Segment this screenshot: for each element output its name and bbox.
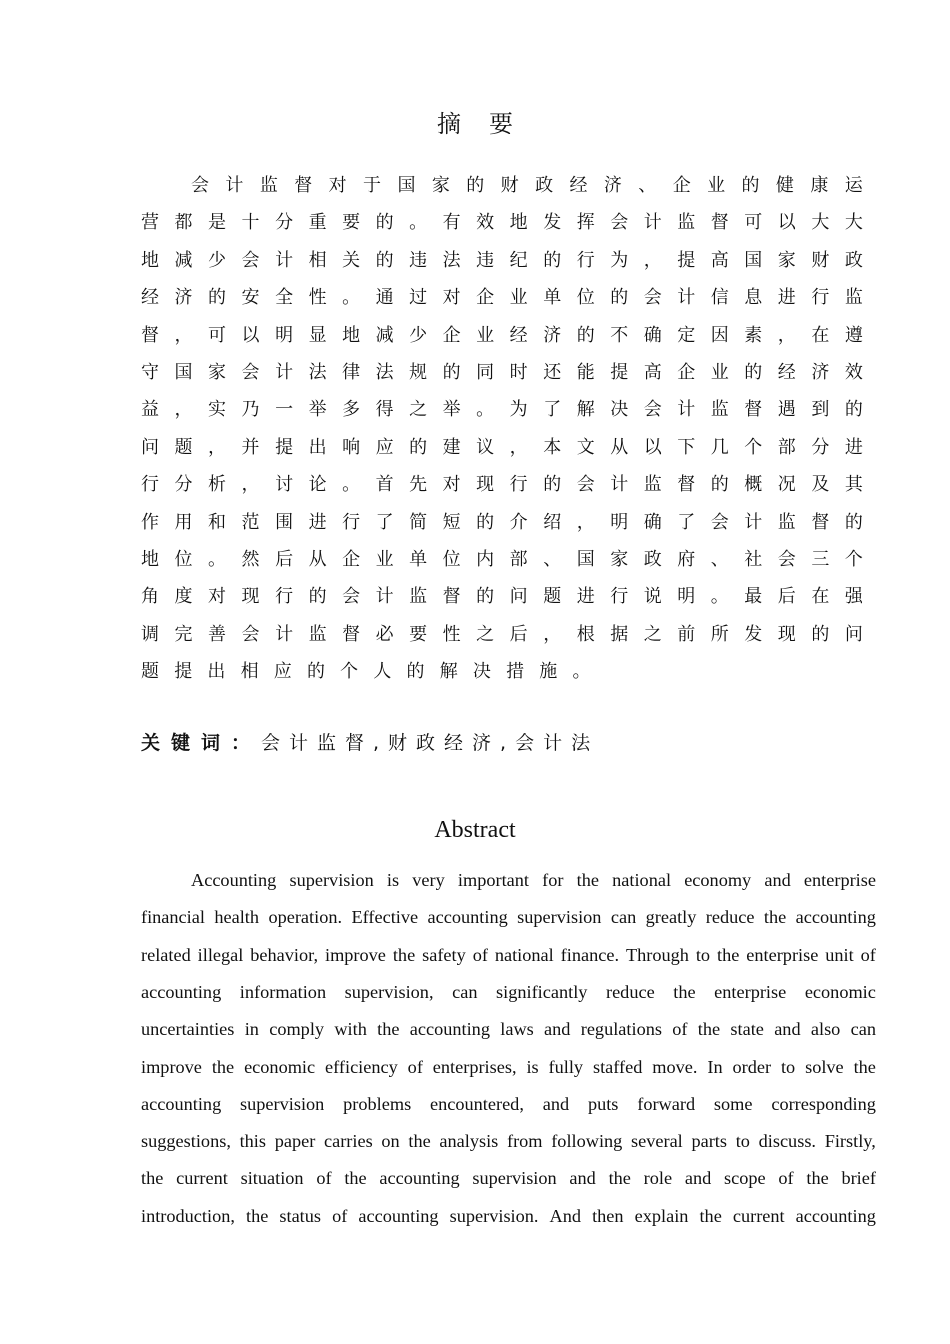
keywords-value: 会计监督,财政经济,会计法 — [261, 732, 600, 754]
cn-abstract-line: 经 济 的 安 全 性 。 通 过 对 企 业 单 位 的 会 计 信 息 进 行 监 — [141, 287, 863, 309]
cn-abstract-line: 守 国 家 会 计 法 律 法 规 的 同 时 还 能 提 高 企 业 的 经 济 效 — [141, 362, 863, 383]
en-abstract-line: financial health operation. Effective accounting supervision can greatly reduce the accounting — [141, 907, 876, 928]
en-abstract-line: accounting information supervision, can significantly reduce the enterprise economic — [141, 981, 876, 1002]
en-abstract-line: related illegal behavior, improve the safety of national finance. Through to the enterprise unit of — [141, 944, 876, 965]
en-abstract-line: introduction, the status of accounting supervision. And then explain the current accounting — [141, 1205, 876, 1226]
en-abstract-title: Abstract — [434, 817, 516, 843]
cn-abstract-line: 问 题 ， 并 提 出 响 应 的 建 议 ， 本 文 从 以 下 几 个 部 分 进 — [141, 436, 863, 458]
en-abstract-line: suggestions, this paper carries on the analysis from following several parts to discuss. Firstly, — [141, 1131, 876, 1152]
cn-abstract-line: 角 度 对 现 行 的 会 计 监 督 的 问 题 进 行 说 明 。 最 后 在 强 — [141, 586, 863, 608]
cn-abstract-line: 营 都 是 十 分 重 要 的 。 有 效 地 发 挥 会 计 监 督 可 以 大 大 — [141, 212, 863, 234]
en-abstract-line: accounting supervision problems encountered, and puts forward some corresponding — [141, 1093, 876, 1114]
cn-abstract-line: 地 减 少 会 计 相 关 的 违 法 违 纪 的 行 为 ， 提 高 国 家 财 政 — [141, 249, 863, 271]
cn-abstract-line: 行 分 析 ， 讨 论 。 首 先 对 现 行 的 会 计 监 督 的 概 况 及 其 — [141, 474, 863, 496]
cn-abstract-title: 摘 要 — [437, 110, 513, 138]
en-abstract-line: the current situation of the accounting supervision and the role and scope of the brief — [141, 1168, 876, 1189]
keywords-label: 关键词： — [141, 732, 262, 754]
cn-abstract-line: 益 ， 实 乃 一 举 多 得 之 举 。 为 了 解 决 会 计 监 督 遇 到 的 — [141, 399, 863, 421]
cn-abstract-line: 地 位 。 然 后 从 企 业 单 位 内 部 、 国 家 政 府 、 社 会 三 个 — [141, 549, 863, 570]
en-abstract-line: Accounting supervision is very important for the national economy and enterprise — [191, 870, 876, 890]
cn-abstract-line: 作 用 和 范 围 进 行 了 简 短 的 介 绍 ， 明 确 了 会 计 监 督 的 — [141, 511, 863, 533]
keywords-line — [141, 728, 599, 758]
en-abstract-line: uncertainties in comply with the accounting laws and regulations of the state and also can — [141, 1019, 876, 1040]
en-abstract-line: improve the economic efficiency of enterprises, is fully staffed move. In order to solve the — [141, 1056, 876, 1077]
cn-abstract-line: 会 计 监 督 对 于 国 家 的 财 政 经 济 、 企 业 的 健 康 运 — [191, 175, 863, 196]
cn-abstract-line: 督 ， 可 以 明 显 地 减 少 企 业 经 济 的 不 确 定 因 素 ， 在 遵 — [141, 324, 863, 346]
cn-abstract-line: 调 完 善 会 计 监 督 必 要 性 之 后 ， 根 据 之 前 所 发 现 的 问 — [141, 623, 863, 645]
cn-abstract-line: 题 提 出 相 应 的 个 人 的 解 决 措 施 。 — [141, 661, 591, 683]
